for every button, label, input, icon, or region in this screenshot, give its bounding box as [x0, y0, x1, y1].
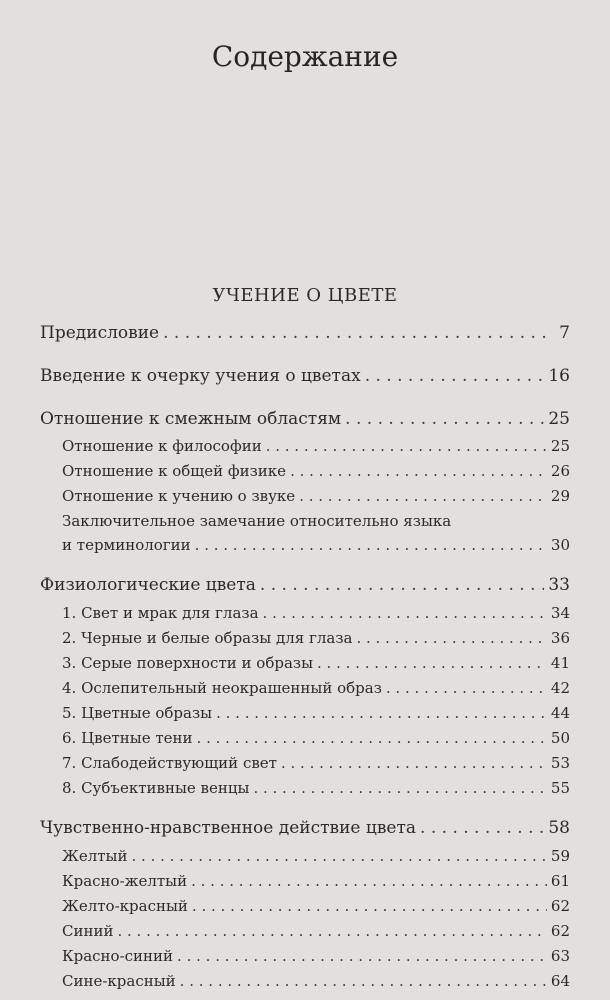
toc-entry-text: и терминологии	[62, 536, 191, 554]
dot-leader	[345, 409, 544, 429]
toc-page-number: 33	[548, 575, 570, 595]
toc-entry[interactable]	[0, 462, 610, 480]
toc-entry[interactable]	[0, 604, 610, 622]
dot-leader	[281, 754, 547, 772]
toc-entry-text: Предисловие	[40, 323, 160, 343]
toc-entry[interactable]	[0, 536, 610, 554]
toc-entry[interactable]	[0, 629, 610, 647]
toc-page-number: 44	[550, 704, 570, 722]
toc-entry[interactable]	[0, 679, 610, 697]
toc-page-number: 62	[550, 922, 570, 940]
dot-leader	[420, 818, 544, 838]
dot-leader	[266, 437, 547, 455]
toc-entry-text: 3. Серые поверхности и образы	[62, 654, 314, 672]
toc-entry-text: 6. Цветные тени	[62, 729, 193, 747]
toc-entry-text: Сине-красный	[62, 972, 176, 990]
toc-entry[interactable]	[0, 729, 610, 747]
dot-leader	[260, 575, 544, 595]
toc-entry-text: Заключительное замечание относительно языка	[62, 512, 452, 530]
toc-page-number: 58	[548, 818, 570, 838]
toc-page-number: 36	[550, 629, 570, 647]
toc-page-number: 25	[548, 409, 570, 429]
dot-leader	[117, 922, 546, 940]
toc-entry[interactable]	[0, 847, 610, 865]
dot-leader	[365, 366, 545, 386]
toc-page-number: 41	[550, 654, 570, 672]
toc-entry[interactable]	[0, 897, 610, 915]
toc-entry-text: 7. Слабодействующий свет	[62, 754, 277, 772]
dot-leader	[177, 947, 547, 965]
toc-entry-text: Отношение к общей физике	[62, 462, 287, 480]
toc-page-number: 26	[550, 462, 570, 480]
page-title: Содержание	[211, 40, 399, 73]
toc-page-number: 55	[550, 779, 570, 797]
toc-entry-text: Красно-желтый	[62, 872, 188, 890]
toc-page-number: 50	[550, 729, 570, 747]
dot-leader	[299, 487, 547, 505]
dot-leader	[195, 536, 547, 554]
dot-leader	[180, 972, 547, 990]
dot-leader	[192, 897, 547, 915]
toc-entry-text: 8. Субъективные венцы	[62, 779, 250, 797]
toc-page-number: 42	[550, 679, 570, 697]
toc-entry-text: 1. Свет и мрак для глаза	[62, 604, 259, 622]
toc-entry-text: Физиологические цвета	[40, 575, 256, 595]
toc-entry[interactable]	[0, 575, 610, 595]
toc-entry[interactable]	[0, 704, 610, 722]
toc-entry[interactable]	[0, 947, 610, 965]
toc-entry[interactable]	[0, 818, 610, 838]
toc-entry-text: Отношение к смежным областям	[40, 409, 342, 429]
toc-page-number: 16	[548, 366, 570, 386]
toc-entry-text: 4. Ослепительный неокрашенный образ	[62, 679, 382, 697]
dot-leader	[263, 604, 547, 622]
toc-entry-text: 2. Черные и белые образы для глаза	[62, 629, 353, 647]
dot-leader	[216, 704, 547, 722]
dot-leader	[197, 729, 547, 747]
toc-entry-text: Желто-красный	[62, 897, 188, 915]
toc-entry-text: Введение к очерку учения о цветах	[40, 366, 361, 386]
toc-page-number: 34	[550, 604, 570, 622]
dot-leader	[163, 323, 548, 343]
toc-entry-text: 5. Цветные образы	[62, 704, 213, 722]
dot-leader	[132, 847, 547, 865]
toc-page-number: 59	[550, 847, 570, 865]
toc-page-number: 62	[550, 897, 570, 915]
toc-page-number: 25	[550, 437, 570, 455]
toc-entry[interactable]	[0, 409, 610, 429]
part-heading: УЧЕНИЕ О ЦВЕТЕ	[212, 285, 398, 306]
toc-entry[interactable]	[0, 487, 610, 505]
dot-leader	[317, 654, 547, 672]
toc-entry[interactable]	[0, 323, 610, 343]
toc-page-number: 63	[550, 947, 570, 965]
toc-entry-text: Желтый	[62, 847, 128, 865]
toc-entry[interactable]	[0, 437, 610, 455]
dot-leader	[290, 462, 547, 480]
toc-entry-text: Отношение к учению о звуке	[62, 487, 296, 505]
dot-leader	[253, 779, 546, 797]
toc-page-number: 53	[550, 754, 570, 772]
toc-entry[interactable]	[0, 779, 610, 797]
toc-entry-text: Чувственно-нравственное действие цвета	[40, 818, 417, 838]
toc-page-number: 64	[550, 972, 570, 990]
toc-entry-text: Синий	[62, 922, 114, 940]
toc-entry[interactable]	[0, 366, 610, 386]
toc-entry-text: Отношение к философии	[62, 437, 262, 455]
toc-page-number: 61	[550, 872, 570, 890]
dot-leader	[356, 629, 546, 647]
dot-leader	[386, 679, 547, 697]
toc-entry[interactable]	[0, 922, 610, 940]
toc-entry[interactable]	[0, 972, 610, 990]
toc-page-number: 7	[559, 323, 570, 343]
toc-page-number: 30	[550, 536, 570, 554]
toc-entry[interactable]	[0, 872, 610, 890]
toc-entry-text: Красно-синий	[62, 947, 174, 965]
dot-leader	[191, 872, 547, 890]
toc-entry[interactable]	[0, 754, 610, 772]
toc-page-number: 29	[550, 487, 570, 505]
toc-entry[interactable]	[0, 654, 610, 672]
